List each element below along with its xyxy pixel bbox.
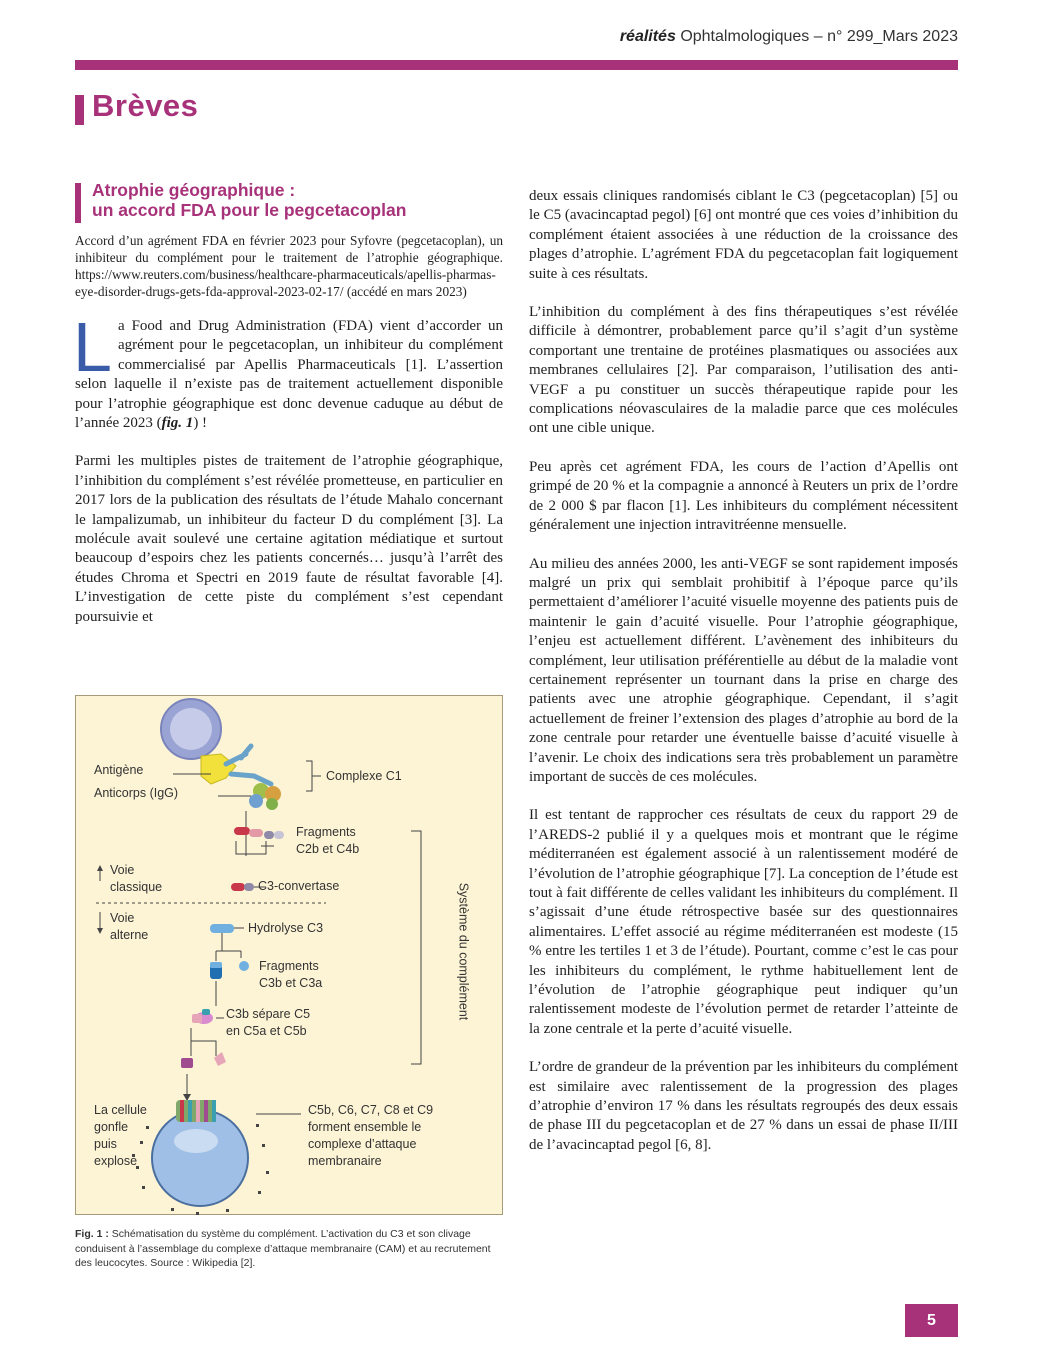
label-cam: C5b, C6, C7, C8 et C9 forment ensemble le complexe d’attaque membranaire <box>308 1103 434 1168</box>
paragraph-1-text: a Food and Drug Administration (FDA) vient d’accorder un agrément pour le pegcetacoplan, un inhibiteur du complément commercialisé par Apellis Pharmaceuticals [1]. L’assertion selon laquelle il n’existe pas de traitement actuellement disponible pour l’atrophie géographique est donc devenue caduque au début de l’année 2023 ( <box>75 318 503 432</box>
running-head <box>620 28 958 46</box>
c4b-fragment <box>264 831 274 839</box>
system-bracket <box>411 831 421 1064</box>
c3-convertase-shape <box>231 883 245 891</box>
figure-1 <box>75 695 503 1215</box>
left-column <box>75 180 503 646</box>
paragraph-6: Au milieu des années 2000, les anti-VEGF se sont rapidement imposés malgré un prix qui semblait prohibitif à l’époque parce qu’ils permettaient d’améliorer l’acuité visuelle moyenne des patients puis de maintenir le gain d’acuité visuelle. Pour l’atrophie géographique, l’enjeu est actuellement différent. L’avènement des inhibiteurs du complément, leur utilisation préférentielle au début de la maladie vont certainement représenter un tournant dans la prise en charge des patients avec une atrophie géographique. Cependant, il s’agit actuellement de freiner l’extension des plages d’atrophie au bord de la zone centrale pour retarder une éventuelle baisse d’acuité visuelle à l’avenir. Le choix des indications sera très probablement un paramètre important de succès de ces molécules. <box>529 555 958 785</box>
paragraph-8: L’ordre de grandeur de la prévention par les inhibiteurs du complément est similaire avec ralentissement de la progression des plages d’atrophie d’environ 17 % dans les résultats regroupés des deux essais de phase III du pegcetacoplan et de 27 % dans un essai de phase II/III de l’avacincaptad pegol [6, 8]. <box>529 1059 958 1153</box>
right-column <box>529 187 958 1174</box>
label-voie-classique: Voie classique <box>110 863 163 894</box>
article-title-line1: Atrophie géographique : <box>92 180 296 200</box>
c1-part <box>266 798 278 810</box>
c5b-fragment <box>181 1058 193 1068</box>
page-number: 5 <box>905 1304 958 1337</box>
article-title-line2: un accord FDA pour le pegcetacoplan <box>92 200 407 220</box>
c3a-fragment <box>239 961 249 971</box>
article-lede: Accord d’un agrément FDA en février 2023 pour Syfovre (pegcetacoplan), un inhibiteur du complément pour le traitement de l’atrophie géographique. https://www.reuters.com/business/healthcare-pharmaceuticals/apellis-pharmas-eye-disorder-drugs-gets-fda-approval-2023-02-17/ (accédé en mars 2023) <box>75 233 503 299</box>
top-rule <box>75 60 958 70</box>
label-systeme-complement: Système du complément <box>456 882 471 1021</box>
c3-shape <box>210 924 234 933</box>
label-fragments-c2b: Fragments C2b et C4b <box>296 825 360 856</box>
figure-reference: fig. 1 <box>161 415 194 432</box>
c2b-fragment <box>234 827 250 835</box>
antigen-cell-core <box>170 708 212 750</box>
paragraph-1 <box>73 308 503 433</box>
paragraph-4: L’inhibition du complément à des fins thérapeutiques s’est révélée difficile à démontrer, probablement parce qu’il s’agit d’un système comportant une trentaine de protéines plasmatiques ou associées aux membranes cellulaires [2]. Par comparaison, l’utilisation des anti-VEGF a pu constituer un succès thérapeutique rapide pour les complications néovasculaires de la maladie parce que ces molécules ont une cible unique. <box>529 304 958 437</box>
paragraph-3: deux essais cliniques randomisés ciblant le C3 (pegcetacoplan) [5] ou le C5 (avacincaptad pegol) [6] ont montré que ces voies d’inhibition du complément étaient associées à une réduction de la croissance des plages d’atrophie. L’agrément FDA du pegcetacoplan fait logiquement suite à ces résultats. <box>529 188 958 282</box>
article-title <box>75 180 503 220</box>
label-c3-convertase: C3-convertase <box>258 879 340 893</box>
title-marker <box>75 183 81 223</box>
section-marker <box>75 95 84 125</box>
label-anticorps: Anticorps (IgG) <box>94 786 179 800</box>
paragraph-2: Parmi les multiples pistes de traitement de l’atrophie géographique, l’inhibition du complément s’est révélée prometteuse, en particulier en 2017 lors de la publication des résultats de l’étude Mahalo concernant le lampalizumab, un inhibiteur du facteur D du complément [3]. La molécule avait soulevé une certaine agitation médiatique et surtout beaucoup d’espoirs chez les patients concernés… jusqu’à l’arrêt des études Chroma et Spectri en 2019 faute de résultat favorable [4]. L’investigation de cette piste du complément s’est cependant poursuivie et <box>75 453 503 625</box>
antigen-shape <box>201 754 236 784</box>
caption-label: Fig. 1 : <box>75 1228 109 1240</box>
label-voie-alterne: Voie alterne <box>110 911 149 942</box>
section-title: Brèves <box>92 88 199 123</box>
label-fragments-c3b: Fragments C3b et C3a <box>259 959 323 990</box>
target-cell <box>152 1110 248 1206</box>
paragraph-7: Il est tentant de rapprocher ces résultats de ceux du rapport 29 de l’AREDS-2 publié il y a quelques mois et montrant que le régime méditerranéen est également associé à un ralentissement modéré de l’évolution de l’atrophie géographique [7]. La conception de l’étude est tout à fait différente de celles validant les inhibiteurs du complément. Il s’agissait d’une étude rétrospective basée sur des questionnaires alimentaires. L’effet associé au régime méditerranéen est modeste (15 % entre les tertiles 1 et 3 de l’étude). Pourtant, comme c’est le cas pour les inhibiteurs du complément, le rythme habituellement lent de l’évolution de l’atrophie géographique peut indiquer qu’un ralentissement modeste de l’évolution permet de retarder l’atteinte de la zone centrale et la perte d’acuité visuelle. <box>529 807 959 1037</box>
paragraph-1-end: ) ! <box>193 415 208 432</box>
label-antigene: Antigène <box>94 763 144 777</box>
label-cellule: La cellule gonfle puis explose <box>94 1103 147 1168</box>
journal-name: réalités <box>619 28 676 45</box>
label-complexe-c1: Complexe C1 <box>326 769 402 783</box>
figure-caption <box>75 1227 505 1271</box>
paragraph-5: Peu après cet agrément FDA, les cours de l’action d’Apellis ont grimpé de 20 % et la compagnie a annoncé à Reuters un prix de l’ordre de 2 000 $ par flacon [1]. Les inhibiteurs du complément nécessitent généralement une injection intravitréenne mensuelle. <box>529 458 958 534</box>
dropcap: L <box>73 308 112 386</box>
label-c3b-separe: C3b sépare C5 en C5a et C5b <box>226 1007 311 1038</box>
label-hydrolyse-c3: Hydrolyse C3 <box>248 921 324 935</box>
c1-part <box>249 794 263 808</box>
caption-text: Schématisation du système du complément. L’activation du C3 et son clivage conduisent à l’assemblage du complexe d’attaque membranaire (CAM) et au recrutement des leucocytes. Source : Wikipedia [2]. <box>75 1228 491 1269</box>
issue-info: Ophtalmologiques – n° 299_Mars 2023 <box>680 28 958 45</box>
